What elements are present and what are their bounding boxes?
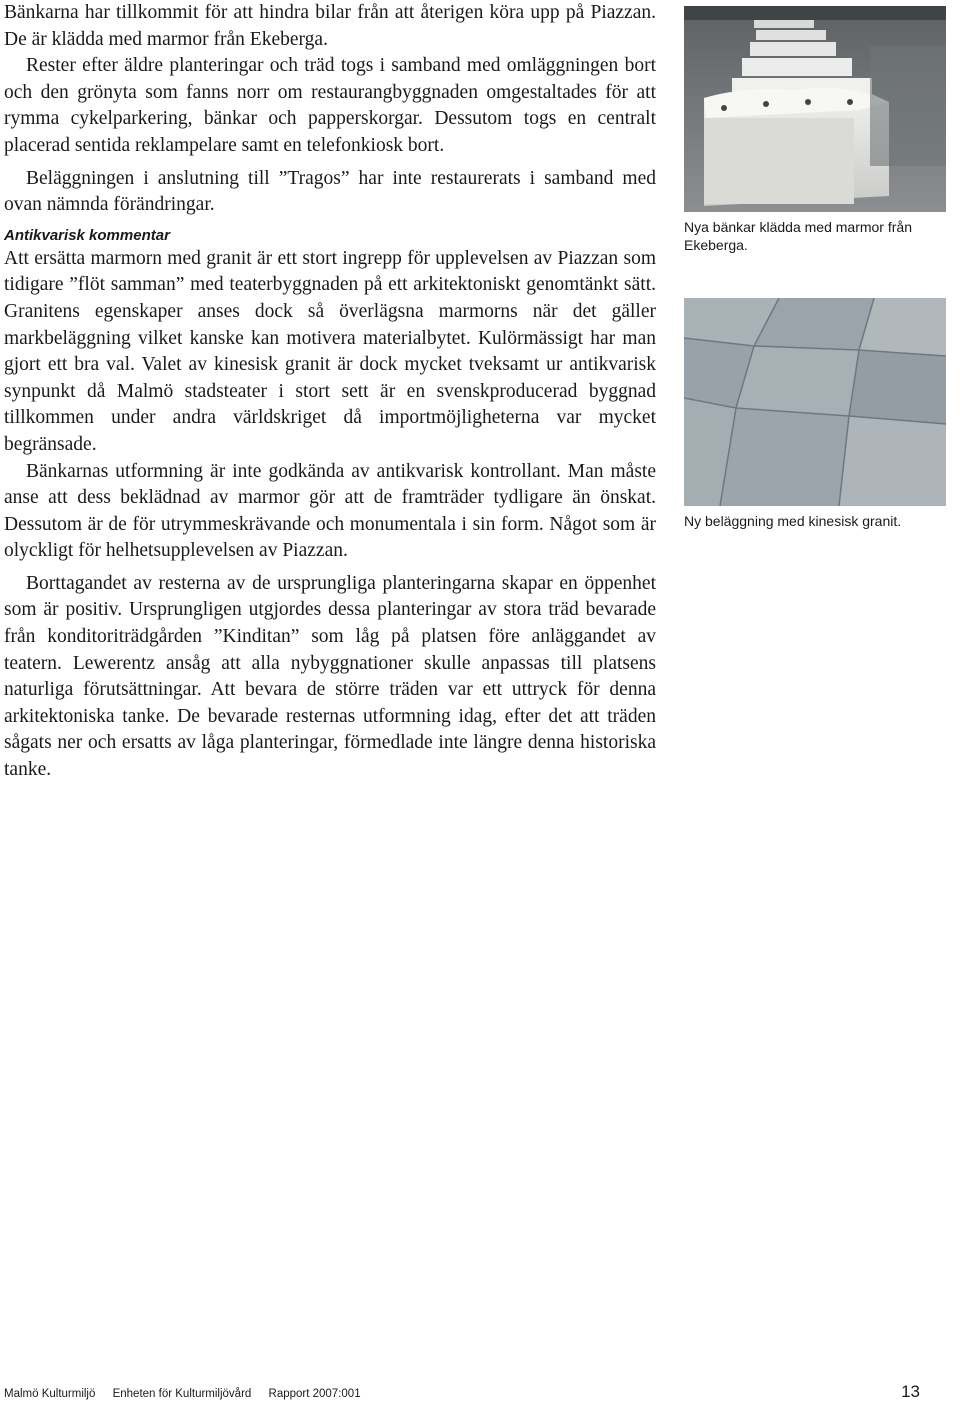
paragraph-bench-design: Bänkarnas utformning är inte godkända av antikvarisk kontrollant. Man måste anse att dess beklädnad av marmor gör att de framträder tydligare än önskat. Dessutom är de för utrymmeskrävande och monumentala i sin form. Något som är olyckligt för helhetsupplevelsen av Piazzan. (4, 460, 656, 562)
figure-paving (684, 298, 946, 530)
figure-caption: Ny beläggning med kinesisk granit. (684, 513, 902, 529)
page-number: 13 (901, 1382, 920, 1401)
section-heading: Antikvarisk kommentar (4, 226, 170, 244)
footer-department: Enheten för Kulturmiljövård (112, 1388, 252, 1400)
main-text-column (4, 0, 656, 784)
paragraph-tragos: Beläggningen i anslutning till ”Tragos” har inte restaurerats i samband med ovan nämnda förändringar. (4, 167, 656, 216)
footer-report: Rapport 2007:001 (268, 1388, 361, 1400)
figure-caption: Nya bänkar klädda med marmor från Ekeberga. (684, 219, 912, 253)
granite-paving-photo (684, 298, 946, 506)
paragraph-removal: Borttagandet av resterna av de ursprungliga planteringarna skapar en öppenhet som är positiv. Ursprungligen utgjordes dessa planteringar av stora träd bevarade från konditoriträdgården ”Kinditan” som låg på platsen före anläggandet av teatern. Lewerentz ansåg att alla nybyggnationer skulle anpassas till platsens naturliga förutsättningar. Att bevara de större träden var ett uttryck för denna arkitektoniska tanke. De bevarade resternas utformning idag, efter det att träden sågats ner och ersatts av låga planteringar, förmedlade inte längre denna historiska tanke. (4, 572, 656, 781)
paragraph-benches: Bänkarna har tillkommit för att hindra bilar från att återigen köra upp på Piazzan. De är klädda med marmor från Ekeberga. (4, 2, 656, 50)
marble-benches-photo (684, 6, 946, 212)
paragraph-granite: Att ersätta marmorn med granit är ett stort ingrepp för upplevelsen av Piazzan som tidigare ”flöt samman” med teaterbyggnaden på ett arkitektoniskt genomtänkt sätt. Granitens egenskaper anses dock så överlägsna marmorns när det gäller markbeläggning vilket kanske kan motivera materialbytet. Kulörmässigt har man gjort ett bra val. Valet av kinesisk granit är dock mycket tveksamt ur antikvarisk synpunkt då Malmö stadsteater i stort sett är en svenskproducerad byggnad tillkommen under andra världskriget då importmöjligheterna var mycket begränsade. (4, 247, 656, 455)
paragraph-plantings: Rester efter äldre planteringar och träd togs i samband med omläggningen bort och den grönyta som fanns norr om restaurangbyggnaden omgestaltades för att rymma cykelparkering, bänkar och papperskorgar. Dessutom togs en centralt placerad sentida reklampelare samt en telefonkiosk bort. (4, 55, 656, 156)
page-footer (4, 1382, 920, 1401)
figure-benches (684, 6, 946, 254)
footer-series: Malmö Kulturmiljö (4, 1388, 96, 1400)
